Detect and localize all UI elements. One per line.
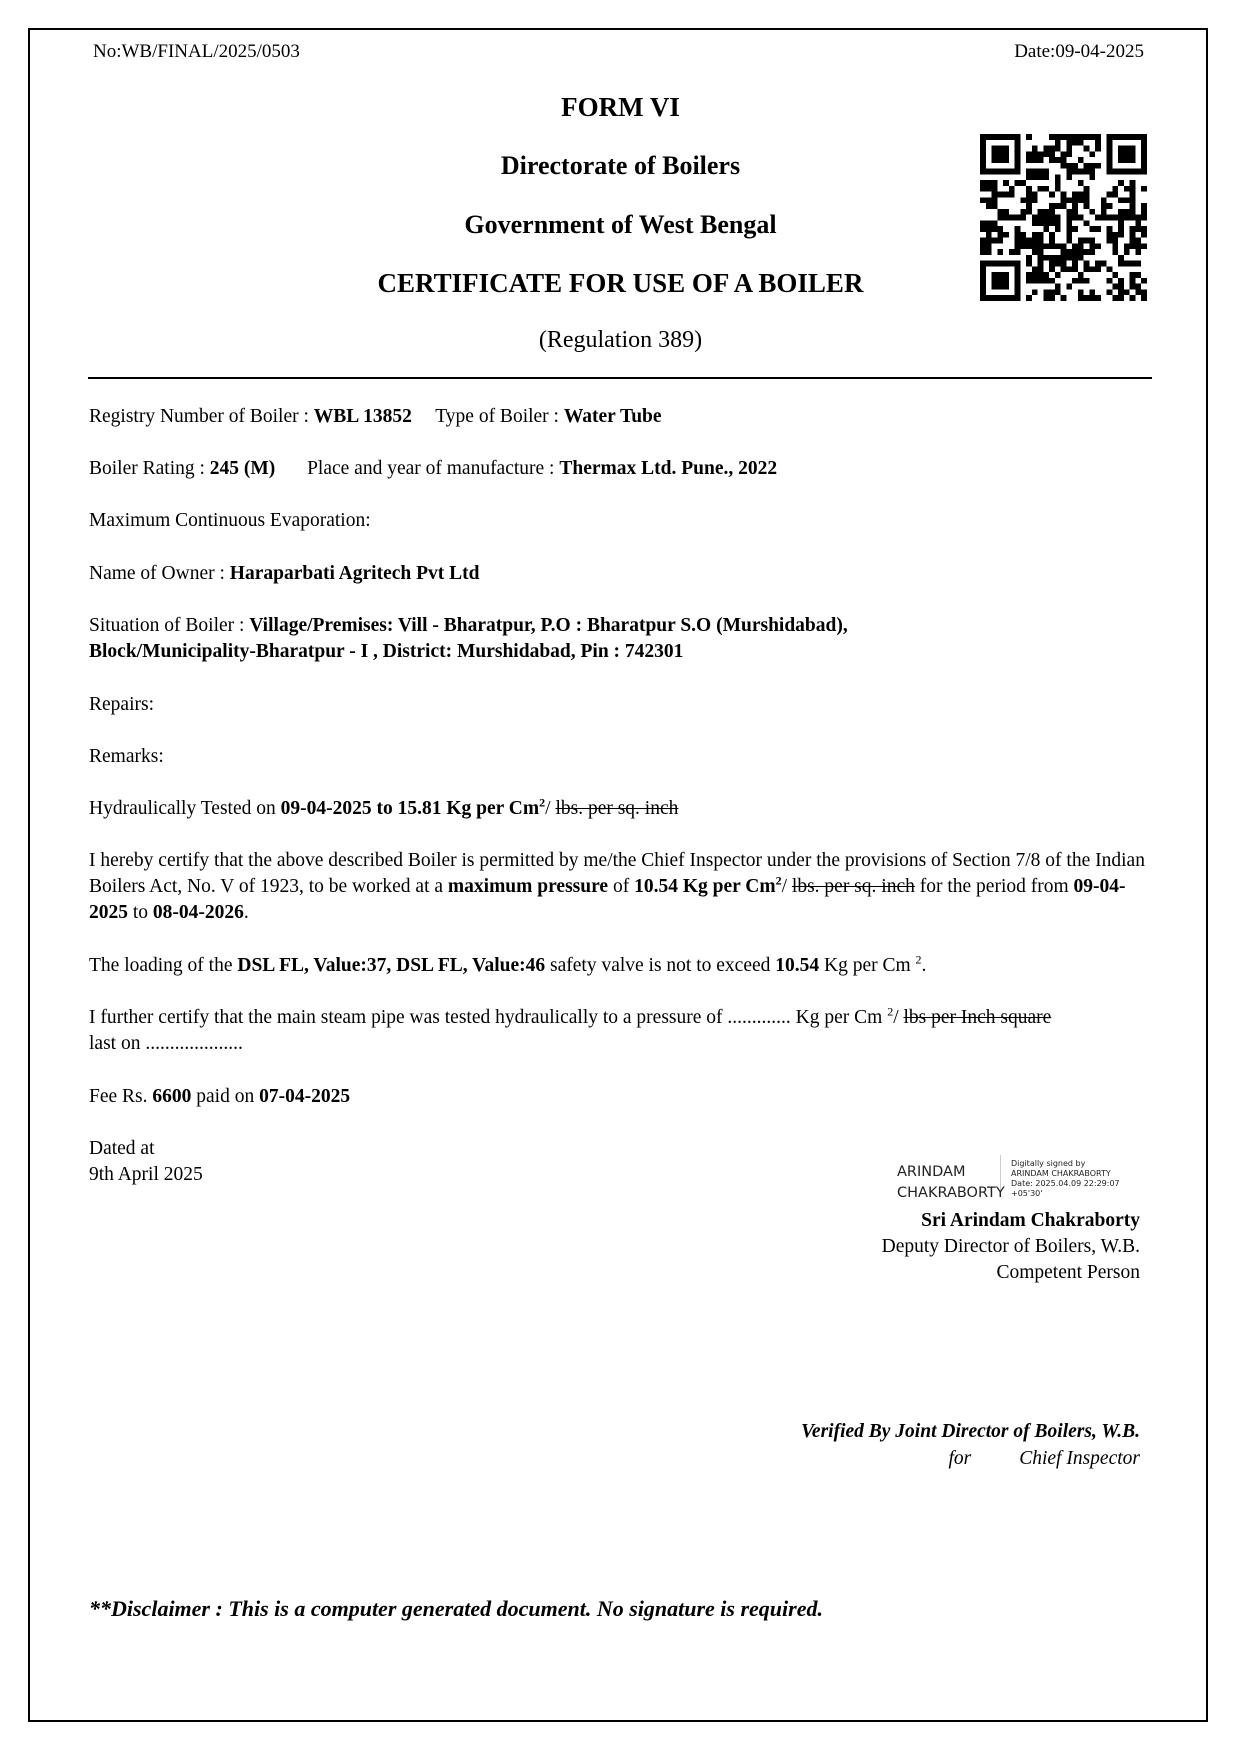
form-title: FORM VI <box>561 92 680 122</box>
qr-code-icon <box>980 134 1147 301</box>
dated-date: 9th April 2025 <box>89 1164 203 1185</box>
fee-paid-date: 07-04-2025 <box>259 1086 351 1107</box>
valid-from-date: 09-04-2025 <box>89 876 1126 923</box>
struck-unit: lbs. per sq. inch <box>791 876 915 897</box>
certificate-title: CERTIFICATE FOR USE OF A BOILER <box>377 268 864 298</box>
boiler-type: Water Tube <box>563 406 662 427</box>
certify-paragraph: I hereby certify that the above described Boiler is permitted by me/the Chief Inspector under the provisions of Section 7/8 of the Indian Boilers Act, No. V of 1923, to be worked at a maximum pressure of 10.54 Kg per Cm$^2$/ lbs. per sq. inch for the period from 09-04-2025 to 08-04-2026. <box>89 850 1145 923</box>
struck-unit: lbs per Inch square <box>903 1007 1052 1028</box>
steam-pipe-paragraph: I further certify that the main steam pipe was tested hydraulically to a pressure of ............. Kg per Cm $^2$/ lbs per Inch square last on .................... <box>89 1004 1052 1054</box>
signatory-block <box>882 1208 1140 1286</box>
signatory-designation: Deputy Director of Boilers, W.B. <box>881 1236 1140 1257</box>
evaporation-line: Maximum Continuous Evaporation: <box>89 510 371 531</box>
registry-number: WBL 13852 <box>313 406 412 427</box>
loading-limit-value: 10.54 <box>775 955 820 976</box>
fee-line: Fee Rs. 6600 paid on 07-04-2025 <box>89 1086 351 1107</box>
hydraulic-test-value: 09-04-2025 to 15.81 Kg per Cm <box>280 798 540 819</box>
disclaimer: **Disclaimer : This is a computer generated document. No signature is required. <box>89 1596 823 1621</box>
owner-name: Haraparbati Agritech Pvt Ltd <box>229 563 480 584</box>
boiler-rating: 245 (M) <box>209 458 276 479</box>
hydraulic-test-line: Hydraulically Tested on 09-04-2025 to 15.81 Kg per Cm$^2$/ lbs. per sq. inch <box>89 795 679 819</box>
fee-amount: 6600 <box>152 1086 192 1107</box>
digital-signature-details: Digitally signed by ARINDAM CHAKRABORTY Date: 2025.04.09 22:29:07 +05'30' <box>1011 1159 1120 1198</box>
regulation-subtitle: (Regulation 389) <box>538 327 703 353</box>
verification-block: Verified By Joint Director of Boilers, W.B. for Chief Inspector <box>801 1418 1140 1472</box>
struck-unit: lbs. per sq. inch <box>555 798 679 819</box>
valid-to-date: 08-04-2026 <box>152 902 244 923</box>
directorate-title: Directorate of Boilers <box>500 151 741 180</box>
registry-line: Registry Number of Boiler : WBL 13852 Type of Boiler : Water Tube <box>89 406 662 427</box>
government-title: Government of West Bengal <box>464 210 777 239</box>
rating-line: Boiler Rating : 245 (M) Place and year of manufacture : Thermax Ltd. Pune., 2022 <box>89 458 778 479</box>
verified-by: Verified By Joint Director of Boilers, W.B. <box>801 1421 1140 1442</box>
max-pressure-value: 10.54 Kg per Cm <box>634 876 776 897</box>
loading-line: The loading of the DSL FL, Value:37, DSL FL, Value:46 safety valve is not to exceed 10.54 Kg per Cm $^2$. <box>89 952 927 976</box>
owner-line: Name of Owner : Haraparbati Agritech Pvt Ltd <box>89 563 480 584</box>
certificate-number: No:WB/FINAL/2025/0503 <box>93 41 300 62</box>
signatory-name: Sri Arindam Chakraborty <box>921 1210 1140 1231</box>
repairs-line: Repairs: <box>89 694 154 715</box>
certificate-date: Date:09-04-2025 <box>1014 41 1144 62</box>
header-divider <box>88 377 1152 379</box>
digital-signature-name: ARINDAM CHAKRABORTY <box>897 1164 1005 1201</box>
dated-block: Dated at 9th April 2025 <box>89 1138 203 1185</box>
remarks-line: Remarks: <box>89 746 164 767</box>
situation-address-2: Block/Municipality-Bharatpur - I , District: Murshidabad, Pin : 742301 <box>89 641 684 662</box>
situation-address-1: Village/Premises: Vill - Bharatpur, P.O : Bharatpur S.O (Murshidabad), <box>249 615 848 636</box>
situation-line: Situation of Boiler : Village/Premises: Vill - Bharatpur, P.O : Bharatpur S.O (Murshidabad), Block/Municipality-Bharatpur - I , District: Murshidabad, Pin : 742301 <box>89 615 848 662</box>
manufacture-place-year: Thermax Ltd. Pune., 2022 <box>559 458 778 479</box>
signatory-role: Competent Person <box>996 1262 1140 1283</box>
safety-valves: DSL FL, Value:37, DSL FL, Value:46 <box>237 955 546 976</box>
